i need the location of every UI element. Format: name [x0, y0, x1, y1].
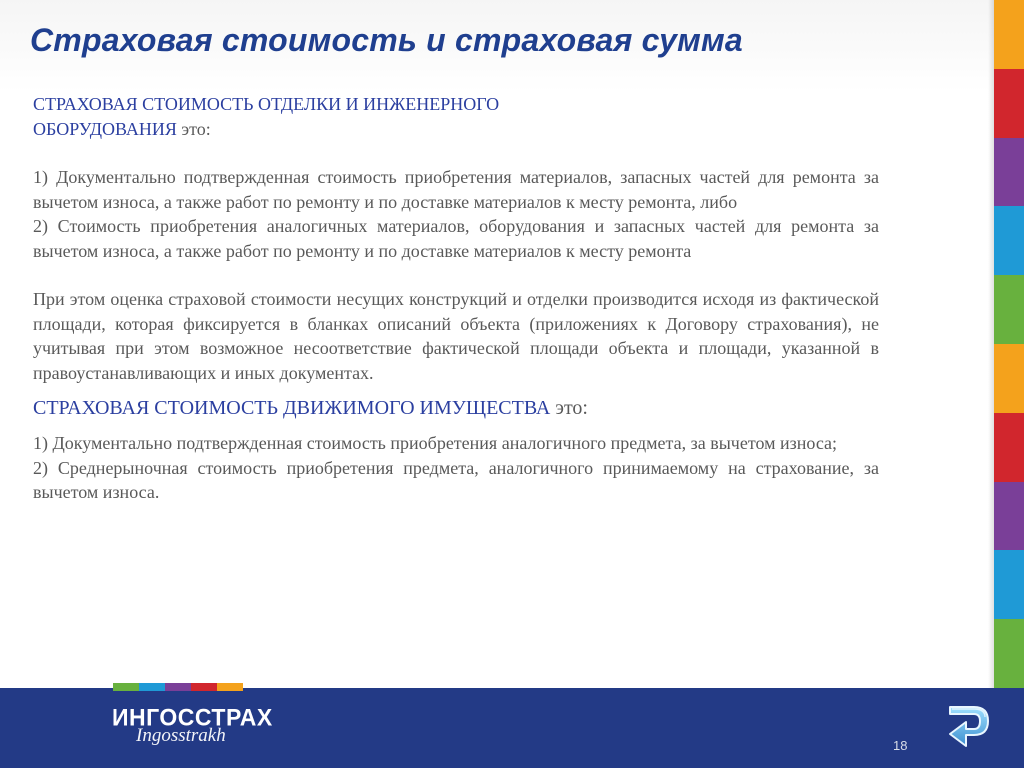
section2-heading: [33, 395, 879, 421]
footer-color-bars: [113, 683, 243, 691]
slide-content: [33, 92, 879, 505]
section1-heading-line2: ОБОРУДОВАНИЯ: [33, 118, 177, 139]
back-arrow-icon: [944, 702, 992, 756]
section2-heading-caps: СТРАХОВАЯ СТОИМОСТЬ ДВИЖИМОГО ИМУЩЕСТВА: [33, 397, 551, 419]
section1-heading: [33, 92, 879, 141]
section1-item-1: 1) Документально подтвержденная стоимость приобретения материалов, запасных частей для ремонта за вычетом износа, а также работ по ремонту и по доставке материалов к месту ремонта, либо: [33, 167, 879, 212]
section1-heading-suffix: это:: [176, 118, 211, 139]
logo-sub-text: Ingosstrakh: [136, 725, 226, 746]
slide-title: Страховая стоимость и страховая сумма: [30, 22, 743, 58]
section1-item-2: 2) Стоимость приобретения аналогичных материалов, оборудования и запасных частей для ремонта за вычетом износа, а также работ по ремонту и по доставке материалов к месту ремонта: [33, 216, 879, 261]
section2-item-2: 2) Среднерыночная стоимость приобретения предмета, аналогичного принимаемому на страхование, за вычетом износа.: [33, 457, 879, 502]
color-stripe-decoration: [994, 0, 1024, 688]
section2-heading-suffix: это:: [550, 397, 588, 419]
page-number: 18: [893, 738, 908, 753]
section2-item-1: 1) Документально подтвержденная стоимость приобретения аналогичного предмета, за вычетом износа;: [33, 433, 838, 453]
section1-note: При этом оценка страховой стоимости несущих конструкций и отделки производится исходя из фактической площади, которая фиксируется в бланках описаний объекта (приложениях к Договору страхования), не учитывая при этом возможное несоответствие фактической площади объекта и площади, указанной в правоустанавливающих и иных документах.: [33, 289, 879, 383]
section1-heading-line1: СТРАХОВАЯ СТОИМОСТЬ ОТДЕЛКИ И ИНЖЕНЕРНОГО: [33, 94, 500, 114]
logo-main-text: ИНГОССТРАХ: [112, 703, 273, 731]
company-logo: [112, 704, 273, 747]
stripe-shadow: [988, 0, 994, 688]
back-button[interactable]: [944, 702, 992, 756]
